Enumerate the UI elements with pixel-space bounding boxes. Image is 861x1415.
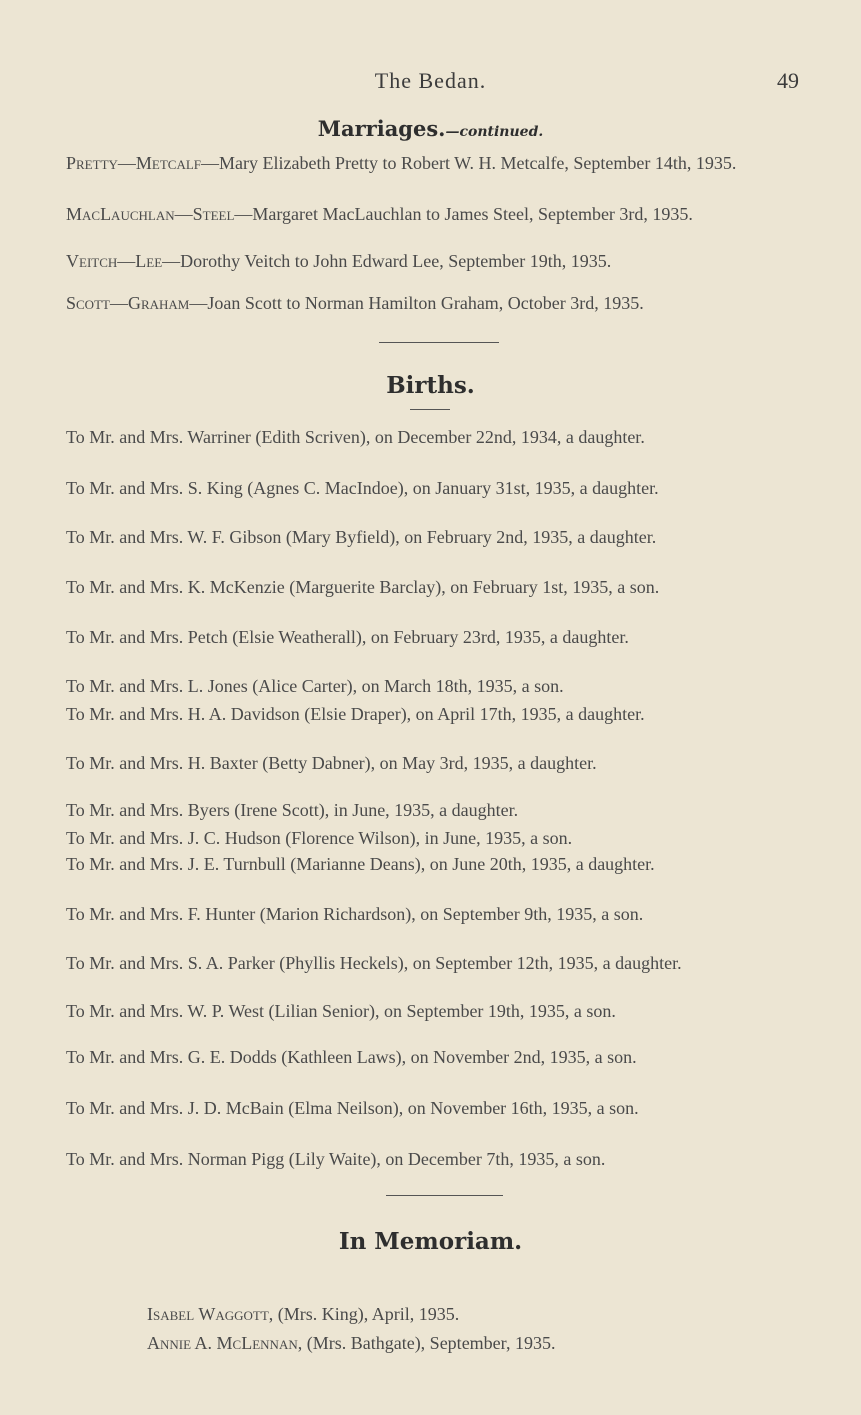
birth-entry: To Mr. and Mrs. G. E. Dodds (Kathleen Laws), on November 2nd, 1935, a son.: [66, 1047, 637, 1067]
running-head: The Bedan.: [374, 68, 487, 93]
birth-entry: To Mr. and Mrs. J. C. Hudson (Florence Wilson), in June, 1935, a son.: [66, 828, 573, 848]
birth-entry: To Mr. and Mrs. S. King (Agnes C. MacIndoe), on January 31st, 1935, a daughter.: [66, 478, 659, 498]
marriage-text: —Mary Elizabeth Pretty to Robert W. H. Metcalfe, September 14th, 1935.: [201, 153, 737, 173]
birth-entry: To Mr. and Mrs. Byers (Irene Scott), in June, 1935, a daughter.: [66, 800, 519, 820]
marriages-heading: [0, 116, 861, 141]
birth-entry: To Mr. and Mrs. H. Baxter (Betty Dabner), on May 3rd, 1935, a daughter.: [66, 753, 597, 773]
birth-entry: To Mr. and Mrs. K. McKenzie (Marguerite Barclay), on February 1st, 1935, a son.: [66, 577, 660, 597]
births-title: Births.: [386, 372, 475, 399]
memoriam-text: , (Mrs. Bathgate), September, 1935.: [297, 1333, 556, 1353]
marriage-text: —Dorothy Veitch to John Edward Lee, September 19th, 1935.: [162, 251, 612, 271]
birth-entry: To Mr. and Mrs. S. A. Parker (Phyllis Heckels), on September 12th, 1935, a daughter.: [66, 953, 682, 973]
title-underline: [410, 409, 450, 410]
birth-entry: To Mr. and Mrs. J. D. McBain (Elma Neilson), on November 16th, 1935, a son.: [66, 1098, 639, 1118]
memoriam-name: Annie A. McLennan: [147, 1333, 298, 1353]
birth-entry: To Mr. and Mrs. W. F. Gibson (Mary Byfield), on February 2nd, 1935, a daughter.: [66, 527, 657, 547]
marriage-entry: [66, 292, 801, 315]
birth-entry: To Mr. and Mrs. Norman Pigg (Lily Waite), on December 7th, 1935, a son.: [66, 1149, 606, 1169]
marriages-title: Marriages.: [317, 116, 446, 141]
memoriam-entry: [147, 1332, 555, 1355]
birth-entry: To Mr. and Mrs. F. Hunter (Marion Richardson), on September 9th, 1935, a son.: [66, 904, 644, 924]
page-number: 49: [777, 68, 799, 93]
marriage-text: —Margaret MacLauchlan to James Steel, September 3rd, 1935.: [234, 204, 693, 224]
marriage-names: Pretty—Metcalf: [66, 153, 202, 173]
section-divider: [379, 342, 499, 343]
marriage-entry: [66, 250, 801, 273]
marriage-names: MacLauchlan—Steel: [66, 204, 235, 224]
marriage-names: Scott—Graham: [66, 293, 190, 313]
section-divider: [386, 1195, 503, 1196]
birth-entry: To Mr. and Mrs. Warriner (Edith Scriven), on December 22nd, 1934, a daughter.: [66, 427, 645, 447]
birth-entry: To Mr. and Mrs. H. A. Davidson (Elsie Draper), on April 17th, 1935, a daughter.: [66, 704, 645, 724]
birth-entry: To Mr. and Mrs. J. E. Turnbull (Marianne Deans), on June 20th, 1935, a daughter.: [66, 854, 655, 874]
memoriam-title: In Memoriam.: [338, 1228, 523, 1255]
marriage-names: Veitch—Lee: [66, 251, 163, 271]
marriage-text: —Joan Scott to Norman Hamilton Graham, October 3rd, 1935.: [189, 293, 644, 313]
memoriam-text: , (Mrs. King), April, 1935.: [268, 1304, 460, 1324]
birth-entry: To Mr. and Mrs. W. P. West (Lilian Senior), on September 19th, 1935, a son.: [66, 1001, 616, 1021]
continued-label: —continued.: [445, 124, 544, 140]
birth-entry: To Mr. and Mrs. L. Jones (Alice Carter), on March 18th, 1935, a son.: [66, 676, 564, 696]
birth-entry: To Mr. and Mrs. Petch (Elsie Weatherall), on February 23rd, 1935, a daughter.: [66, 627, 629, 647]
memoriam-name: Isabel Waggott: [147, 1304, 269, 1324]
marriage-entry: [66, 203, 801, 226]
marriage-entry: [66, 152, 801, 175]
memoriam-entry: [147, 1303, 459, 1326]
